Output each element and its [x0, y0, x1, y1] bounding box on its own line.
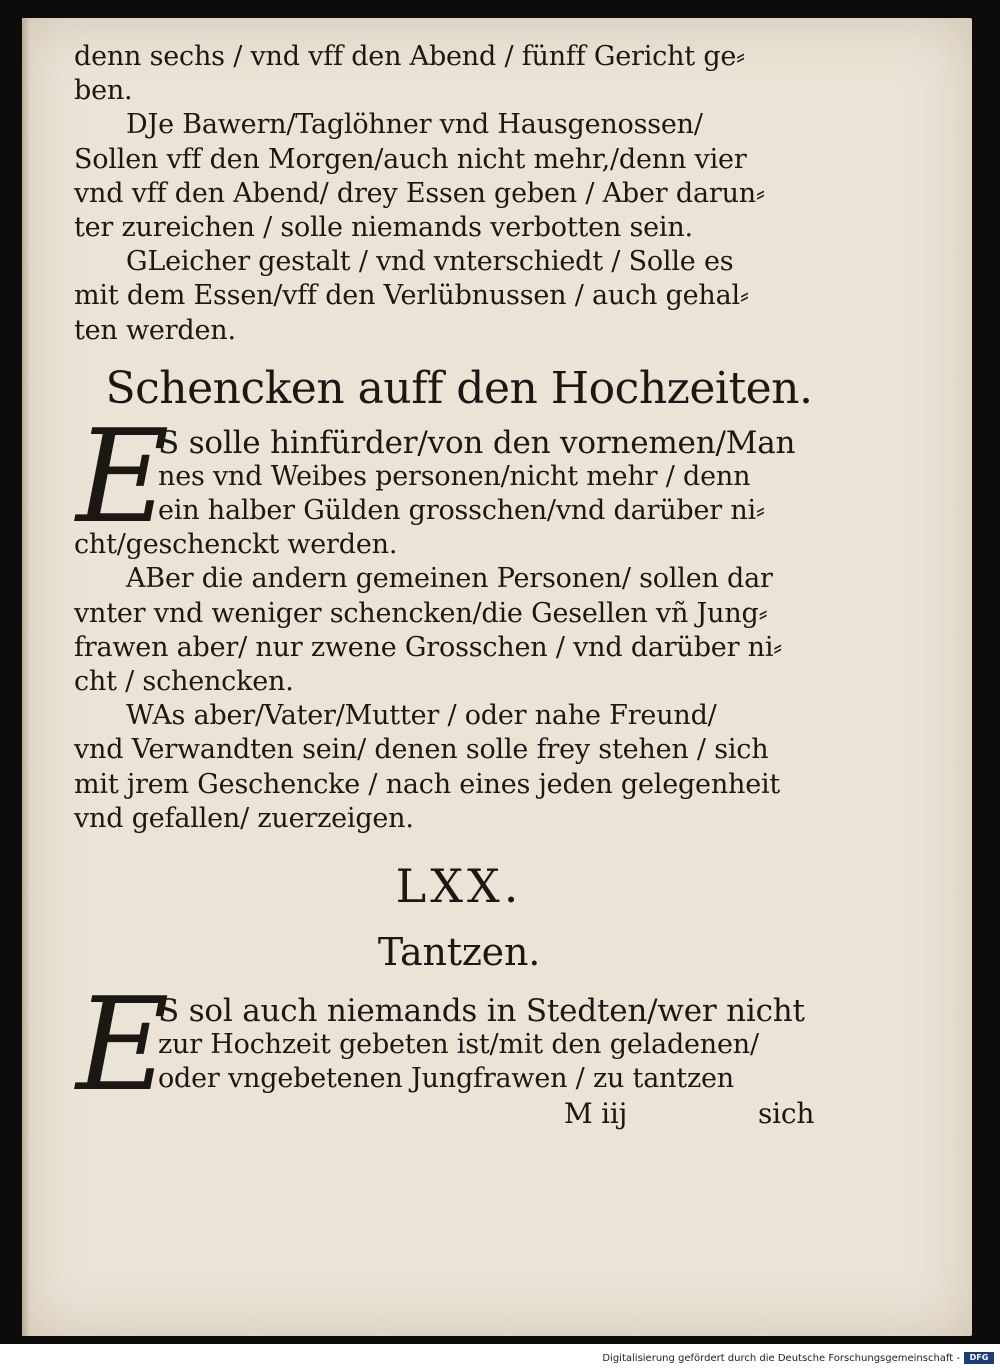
- text-line: ein halber Gülden grosschen/vnd darüber ni⸗: [158, 495, 765, 527]
- text-line: mit jrem Geschencke / nach eines jeden gelegenheit: [74, 768, 781, 800]
- dropcap-initial: E: [76, 402, 170, 552]
- signature-row: [74, 1097, 844, 1133]
- dfg-logo: DFG: [964, 1352, 994, 1364]
- signature-mark: M iij: [564, 1096, 628, 1130]
- catchword: sich: [758, 1096, 815, 1130]
- page-gutter-shadow: [22, 18, 30, 1336]
- footer-bar: [0, 1344, 1000, 1370]
- text-line: WAs aber/Vater/Mutter / oder nahe Freund/: [126, 700, 717, 732]
- text-line: ten werden.: [74, 314, 236, 346]
- section-heading: Tantzen.: [377, 929, 541, 974]
- page-text: [74, 40, 844, 1133]
- text-line: vnter vnd weniger schencken/die Gesellen vñ Jung⸗: [74, 597, 768, 629]
- dropcap-initial: E: [76, 970, 170, 1120]
- text-line: cht/geschenckt werden.: [74, 529, 398, 561]
- text-line: nes vnd Weibes personen/nicht mehr / denn: [158, 460, 751, 492]
- text-line: Sollen vff den Morgen/auch nicht mehr,/denn vier: [74, 143, 747, 175]
- text-line: GLeicher gestalt / vnd vnterschiedt / Solle es: [126, 246, 734, 278]
- chapter-numeral: LXX.: [395, 858, 523, 913]
- text-line: oder vngebetenen Jungfrawen / zu tantzen: [158, 1063, 734, 1095]
- text-line: vnd gefallen/ zuerzeigen.: [74, 802, 414, 834]
- section-heading: Schencken auff den Hochzeiten.: [105, 362, 813, 414]
- text-line: zur Hochzeit gebeten ist/mit den geladenen/: [158, 1029, 759, 1061]
- text-line: vnd vff den Abend/ drey Essen geben / Aber darun⸗: [74, 177, 765, 209]
- text-line: vnd Verwandten sein/ denen solle frey stehen / sich: [74, 734, 769, 766]
- text-line: ben.: [74, 75, 133, 107]
- text-line: S solle hinfürder/von den vornemen/Man: [158, 424, 796, 461]
- text-line: cht / schencken.: [74, 666, 294, 697]
- text-line: mit dem Essen/vff den Verlübnussen / auch gehal⸗: [74, 280, 749, 312]
- text-line: ter zureichen / solle niemands verbotten sein.: [74, 211, 693, 243]
- text-line: denn sechs / vnd vff den Abend / fünff Gericht ge⸗: [74, 41, 745, 72]
- text-line: frawen aber/ nur zwene Grosschen / vnd darüber ni⸗: [74, 631, 783, 663]
- text-line: ABer die andern gemeinen Personen/ sollen dar: [126, 563, 773, 595]
- text-line: S sol auch niemands in Stedten/wer nicht: [158, 992, 805, 1029]
- footer-credit: Digitalisierung gefördert durch die Deutsche Forschungsgemeinschaft -: [602, 1353, 960, 1364]
- text-line: DJe Bawern/Taglöhner vnd Hausgenossen/: [126, 109, 703, 141]
